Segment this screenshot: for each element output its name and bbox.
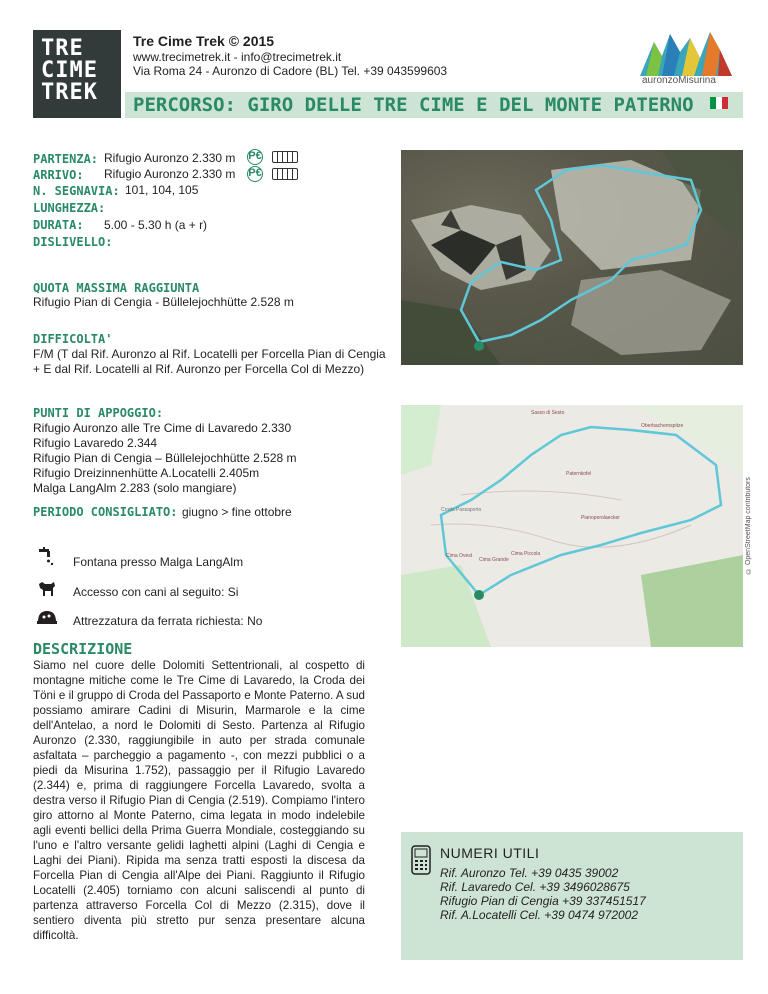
periodo-row bbox=[33, 503, 292, 521]
map-label-cima-piccola: Cima Piccola bbox=[511, 551, 541, 557]
openstreetmap-route-map[interactable] bbox=[401, 405, 743, 647]
arrivo-value: Rifugio Auronzo 2.330 m bbox=[104, 167, 236, 181]
feature-ferrata: Attrezzatura da ferrata richiesta: No bbox=[73, 614, 263, 628]
periodo-label: PERIODO CONSIGLIATO: bbox=[33, 505, 178, 519]
periodo-value: giugno > fine ottobre bbox=[181, 505, 292, 519]
descrizione-text: Siamo nel cuore delle Dolomiti Settentrionali, al cospetto di montagne mitiche come le Tre Cime di Lavaredo, la Croda dei Töni e il gruppo di Croda del Passaporto e Monte Paterno. A sud possiamo amirare Cadini di Misurin, Marmarole e la cime dell'Antelao, a nord le Dolomiti di Sesto. Partenza al Rifugio Auronzo (2.330, raggiungibile in auto per strada comunale asfaltata – parcheggio a pagamento -, con mezzi pubblici o a piedi da Misurina 1.752), passaggio per il Rifugio Lavaredo (2.344) e, prima di raggiungere Forcella Lavaredo, svolta a destra verso il Rifugio Pian di Cengia (2.519). Compiamo l'intero giro attorno al Monte Paterno, cima legata in modo indelebile agli eventi bellici della Prima Guerra Mondiale, costeggiando su l'uno e l'altro versante gelidi laghetti alpini (Laghi di Cengia e Laghi dei Piani). Ripida ma senza tratti esposti la discesa da Forcella Pian di Cengia all'Alpe dei Piani. Raggiunto il Rifugio Locatelli (2.405) torniamo con alcuni saliscendi al punto di partenza attraverso Forcella Col di Mezzo (2.315), dove il sentiero diventa più stretto pur senza presentare alcuna difficoltà. bbox=[33, 659, 365, 942]
map-label-cima-ovest: Cima Ovest bbox=[446, 553, 473, 559]
appoggio-item-1: Rifugio Auronzo alle Tre Cime di Lavaredo 2.330 bbox=[33, 421, 292, 435]
descrizione-title: DESCRIZIONE bbox=[33, 640, 133, 658]
appoggio-item-4: Rifugio Dreizinnenhütte A.Locatelli 2.405m bbox=[33, 466, 260, 480]
quota-text: Rifugio Pian di Cengia - Büllelejochhütte 2.528 m bbox=[33, 295, 294, 309]
logo-line-2: CIME bbox=[41, 58, 98, 83]
header-title: Tre Cime Trek © 2015 bbox=[133, 33, 275, 49]
numero-locatelli: Rif. A.Locatelli Cel. +39 0474 972002 bbox=[440, 908, 639, 922]
dislivello-label: DISLIVELLO: bbox=[33, 235, 113, 249]
map-label-paternkofel: Paternkofel bbox=[566, 471, 592, 477]
header-web[interactable]: www.trecimetrek.it - info@trecimetrek.it bbox=[133, 50, 342, 64]
bus-icon bbox=[272, 168, 298, 180]
dog-icon bbox=[36, 578, 58, 598]
auronzo-misurina-wordmark: auronzoMisurina bbox=[642, 75, 716, 86]
map-label-oberbachernspitze: Oberbachernspitze bbox=[641, 423, 684, 429]
durata-value: 5.00 - 5.30 h (a + r) bbox=[104, 218, 208, 232]
lunghezza-label: LUNGHEZZA: bbox=[33, 201, 106, 215]
paid-parking-icon: P€ bbox=[247, 166, 263, 182]
route-label: PERCORSO: bbox=[133, 94, 236, 116]
osm-terrain bbox=[401, 405, 743, 647]
map-label-cima-grande: Cima Grande bbox=[479, 557, 509, 563]
route-title bbox=[133, 94, 694, 116]
satellite-terrain bbox=[401, 150, 743, 365]
map-label-pianoperolaecker: Pianoperolaecker bbox=[581, 515, 620, 521]
paid-parking-icon: P€ bbox=[247, 149, 263, 165]
segnavia-value: 101, 104, 105 bbox=[125, 183, 199, 197]
start-marker bbox=[474, 341, 484, 351]
partenza-value: Rifugio Auronzo 2.330 m bbox=[104, 151, 236, 165]
appoggio-item-2: Rifugio Lavaredo 2.344 bbox=[33, 436, 158, 450]
water-tap-icon bbox=[36, 547, 56, 567]
osm-credit: © OpenStreetMap contributors bbox=[745, 477, 752, 575]
satellite-route-map[interactable] bbox=[401, 150, 743, 365]
difficolta-title: DIFFICOLTA' bbox=[33, 332, 113, 346]
quota-title: QUOTA MASSIMA RAGGIUNTA bbox=[33, 281, 200, 295]
appoggio-title: PUNTI DI APPOGGIO: bbox=[33, 406, 164, 420]
numero-pian-di-cengia: Rifugio Pian di Cengia +39 337451517 bbox=[440, 894, 646, 908]
feature-water: Fontana presso Malga LangAlm bbox=[73, 555, 244, 569]
bus-icon bbox=[272, 151, 298, 163]
italian-flag-icon[interactable] bbox=[710, 97, 728, 109]
numero-auronzo: Rif. Auronzo Tel. +39 0435 39002 bbox=[440, 866, 619, 880]
route-name: GIRO DELLE TRE CIME E DEL MONTE PATERNO bbox=[247, 94, 694, 116]
start-marker bbox=[474, 590, 484, 600]
durata-label: DURATA: bbox=[33, 218, 84, 232]
numero-lavaredo: Rif. Lavaredo Cel. +39 3496028675 bbox=[440, 880, 630, 894]
difficolta-line-2: + E dal Rif. Locatelli al Rif. Auronzo per Forcella Col di Mezzo) bbox=[33, 362, 365, 376]
numeri-utili-title: NUMERI UTILI bbox=[440, 845, 540, 861]
partenza-label: PARTENZA: bbox=[33, 152, 99, 166]
logo-line-3: TREK bbox=[41, 80, 98, 105]
auronzo-misurina-mountain-icon bbox=[640, 30, 732, 78]
logo-line-1: TRE bbox=[41, 36, 84, 61]
header-address: Via Roma 24 - Auronzo di Cadore (BL) Tel. +39 043599603 bbox=[133, 64, 448, 78]
phone-icon bbox=[410, 845, 432, 875]
feature-dogs: Accesso con cani al seguito: Si bbox=[73, 585, 239, 599]
segnavia-label: N. SEGNAVIA: bbox=[33, 184, 120, 198]
map-label-sasso-di-sesto: Sasso di Sesto bbox=[531, 410, 565, 416]
arrivo-label: ARRIVO: bbox=[33, 168, 84, 182]
appoggio-item-3: Rifugio Pian di Cengia – Büllelejochhütte 2.528 m bbox=[33, 451, 297, 465]
appoggio-item-5: Malga LangAlm 2.283 (solo mangiare) bbox=[33, 481, 237, 495]
helmet-icon bbox=[36, 608, 58, 628]
map-label-croda-passaporto: Croda Passaporto bbox=[441, 507, 482, 513]
trecimetrek-logo bbox=[33, 30, 121, 118]
difficolta-line-1: F/M (T dal Rif. Auronzo al Rif. Locatelli per Forcella Pian di Cengia bbox=[33, 347, 386, 361]
